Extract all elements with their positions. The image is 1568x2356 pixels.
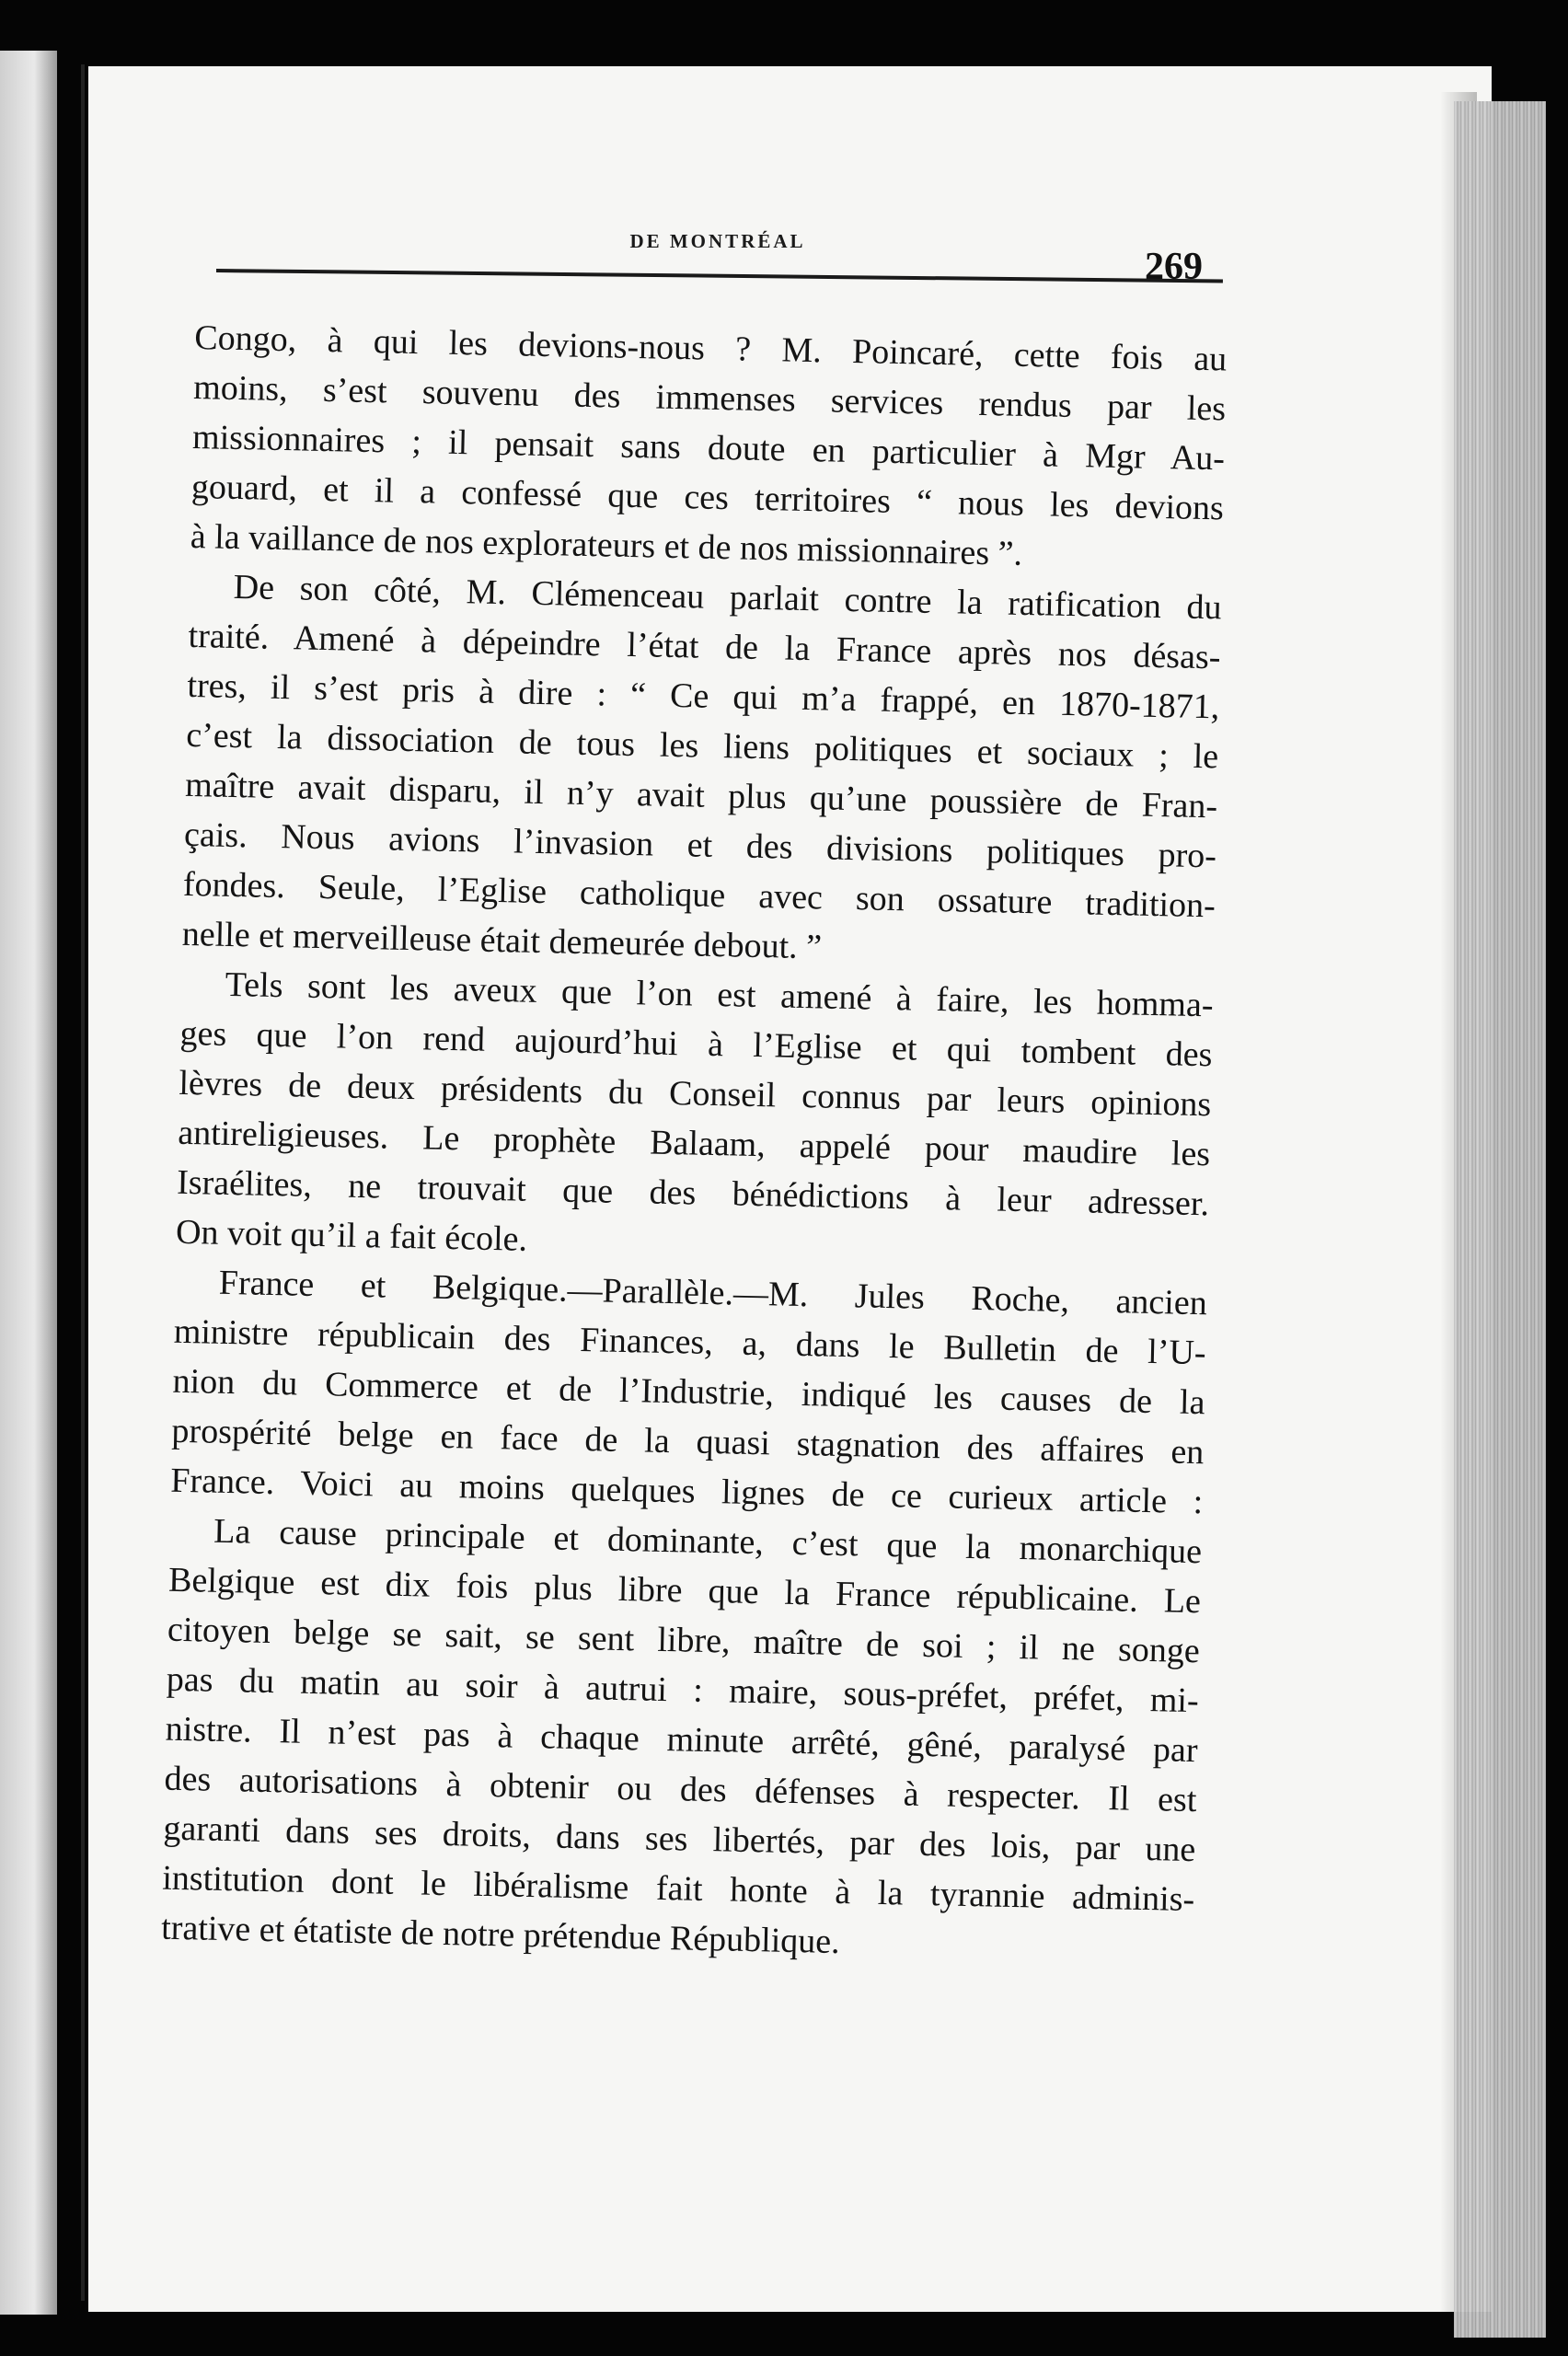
- text-line: antireligieuses. Le prophète Balaam, appelé pour maudire les: [177, 1113, 1211, 1174]
- adjacent-page-edge: [0, 51, 57, 2315]
- text-line: tres, il s’est pris à dire : “ Ce qui m’a frappé, en 1870-1871,: [187, 665, 1220, 727]
- text-line: garanti dans ses droits, dans ses libertés, par des lois, par une: [163, 1808, 1196, 1870]
- text-line: ministre républicain des Finances, a, dans le Bulletin de l’U-: [173, 1311, 1207, 1373]
- body-text: [161, 313, 1228, 1974]
- text-line: gouard, et il a confessé que ces territoires “ nous les devions: [190, 467, 1225, 528]
- text-line: France et Belgique.—Parallèle.—M. Jules Roche, ancien: [218, 1263, 1208, 1323]
- text-line: On voit qu’il a fait école.: [175, 1212, 528, 1259]
- text-line: citoyen belge se sait, se sent libre, maître de soi ; il ne songe: [167, 1610, 1201, 1671]
- text-line: ges que l’on rend aujourd’hui à l’Eglise et qui tombent des: [179, 1013, 1213, 1075]
- text-line: Belgique est dix fois plus libre que la France républicaine. Le: [167, 1560, 1202, 1622]
- text-line: Congo, à qui les devions-nous ? M. Poincaré, cette fois au: [193, 318, 1228, 379]
- text-line: nion du Commerce et de l’Industrie, indiqué les causes de la: [172, 1361, 1205, 1423]
- text-line: La cause principale et dominante, c’est que la monarchique: [213, 1511, 1203, 1572]
- text-line: France. Voici au moins quelques lignes de ce curieux article :: [169, 1461, 1204, 1522]
- text-line: nelle et merveilleuse était demeurée debout. ”: [181, 914, 823, 967]
- text-line: De son côté, M. Clémenceau parlait contre la ratification du: [233, 567, 1222, 628]
- text-line: trative et étatiste de notre prétendue République.: [160, 1908, 841, 1962]
- text-line: institution dont le libéralisme fait honte à la tyrannie adminis-: [161, 1858, 1195, 1920]
- text-line: lèvres de deux présidents du Conseil connus par leurs opinions: [179, 1063, 1212, 1125]
- text-line: traité. Amené à dépeindre l’état de la France après nos désas-: [188, 616, 1221, 677]
- book-spine: [81, 64, 85, 2301]
- text-line: pas du matin au soir à autrui : maire, sous-préfet, préfet, mi-: [166, 1659, 1200, 1721]
- text-line: fondes. Seule, l’Eglise catholique avec son ossature tradition-: [182, 864, 1216, 926]
- text-line: moins, s’est souvenu des immenses services rendus par les: [192, 367, 1227, 429]
- page-number: 269: [1145, 246, 1203, 288]
- text-line: prospérité belge en face de la quasi stagnation des affaires en: [171, 1411, 1205, 1472]
- text-line: Tels sont les aveux que l’on est amené à faire, les homma-: [225, 964, 1214, 1025]
- stacked-pages-edge: [1454, 101, 1546, 2338]
- text-line: nistre. Il n’est pas à chaque minute arrêté, gêné, paralysé par: [165, 1709, 1198, 1771]
- text-line: à la vaillance de nos explorateurs et de nos missionnaires ”.: [190, 516, 1023, 573]
- running-head: DE MONTRÉAL: [629, 230, 806, 252]
- text-line: missionnaires ; il pensait sans doute en particulier à Mgr Au-: [191, 417, 1226, 479]
- text-line: des autorisations à obtenir ou des défenses à respecter. Il est: [164, 1759, 1197, 1820]
- text-line: c’est la dissociation de tous les liens politiques et sociaux ; le: [185, 715, 1219, 777]
- text-line: Israélites, ne trouvait que des bénédictions à leur adresser.: [176, 1162, 1210, 1224]
- text-line: maître avait disparu, il n’y avait plus qu’une poussière de Fran-: [184, 765, 1218, 826]
- text-line: çais. Nous avions l’invasion et des divisions politiques pro-: [183, 814, 1217, 876]
